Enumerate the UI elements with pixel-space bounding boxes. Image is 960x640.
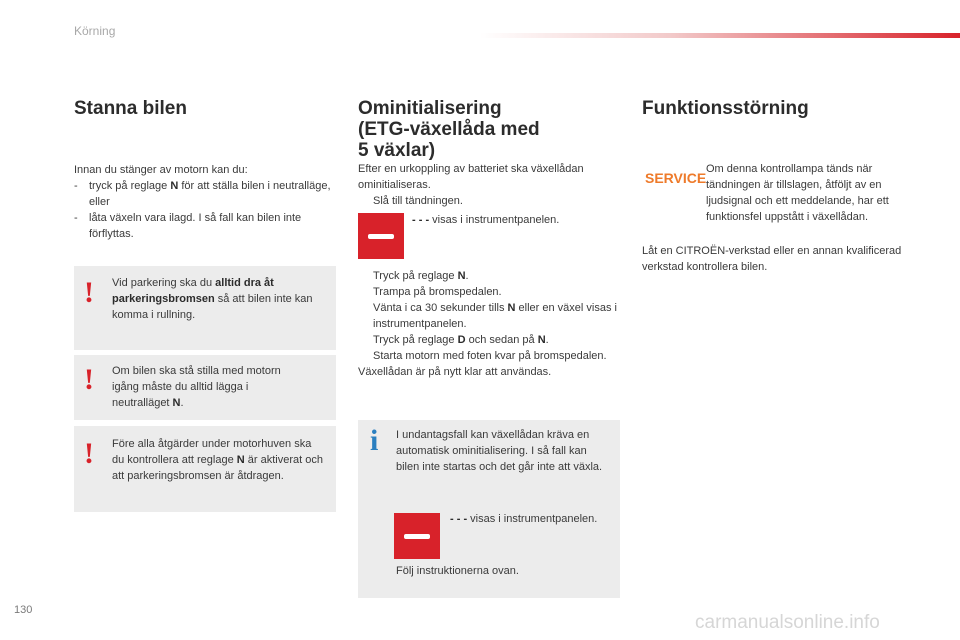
display-warning-icon <box>394 513 440 559</box>
warning-icon: ! <box>84 276 94 309</box>
col2-done: Växellådan är på nytt klar att användas. <box>358 366 552 378</box>
watermark: carmanualsonline.info <box>695 612 880 633</box>
col3-text-2: Låt en CITROËN-verkstad eller en annan kvalificerad verkstad kontrollera bilen. <box>642 245 902 273</box>
col2-step-2: Trampa på bromspedalen. <box>358 284 620 300</box>
page-number: 130 <box>14 604 33 616</box>
info-text: I undantagsfall kan växellådan kräva en automatisk ominitialisering. I så fall kan bilen inte startas och det går inte att växla. <box>396 429 603 473</box>
col2-step-5: Starta motorn med foten kvar på bromspedalen. <box>358 348 620 364</box>
col1-heading: Stanna bilen <box>74 98 187 119</box>
info-box <box>358 420 620 598</box>
warning-icon: ! <box>84 363 94 396</box>
col1-intro: Innan du stänger av motorn kan du: <box>74 164 248 176</box>
col2-step-4: Tryck på reglage D och sedan på N. <box>358 332 620 348</box>
info-display-line: - - - visas i instrumentpanelen. <box>450 513 598 525</box>
col1-item-1: - tryck på reglage N för att ställa bilen i neutralläge, eller <box>74 180 331 208</box>
display-warning-icon <box>358 213 404 259</box>
step-marker-icon <box>358 268 373 284</box>
col3-text-1: Om denna kontrollampa tänds när tändningen är tillslagen, åtföljt av en ljudsignal och ett meddelande, har ett funktionsfel uppstått i växellådan. <box>706 163 889 223</box>
col2-heading: Ominitialisering (ETG-växellåda med 5 växlar) <box>358 98 540 161</box>
col2-step-0: Slå till tändningen. <box>358 193 620 209</box>
col2-intro: Efter en urkoppling av batteriet ska växellådan ominitialiseras. <box>358 163 584 191</box>
step-marker-icon <box>358 284 373 300</box>
col1-item-2: - låta växeln vara ilagd. I så fall kan bilen inte förflyttas. <box>74 212 302 240</box>
col2-step-1: Tryck på reglage N. <box>358 268 620 284</box>
warning-box-3 <box>74 426 336 512</box>
warning-icon: ! <box>84 437 94 470</box>
col1-intro-block <box>74 162 340 242</box>
step-marker-icon <box>358 193 373 209</box>
step-marker-icon <box>358 300 373 332</box>
warning-box-2 <box>74 355 336 420</box>
col2-steps <box>358 268 620 380</box>
service-warning-icon: SERVICE <box>645 170 707 186</box>
warning-text-2: Om bilen ska stå stilla med motorn igång måste du alltid lägga i neutralläget N. <box>112 365 281 409</box>
info-icon: i <box>370 424 379 457</box>
header-accent-bar <box>480 33 960 38</box>
col2-intro-block <box>358 161 620 209</box>
warning-box-1 <box>74 266 336 350</box>
warning-text-3: Före alla åtgärder under motorhuven ska du kontrollera att reglage N är aktiverat och att parkeringsbromsen är åtdragen. <box>112 438 323 482</box>
step-marker-icon <box>358 332 373 348</box>
step-marker-icon <box>358 348 373 364</box>
col1-or: eller <box>89 196 110 208</box>
warning-text-1: Vid parkering ska du alltid dra åt parkeringsbromsen så att bilen inte kan komma i rullning. <box>112 277 313 321</box>
col2-display-line: - - - visas i instrumentpanelen. <box>412 214 560 226</box>
info-follow: Följ instruktionerna ovan. <box>396 565 519 577</box>
col2-step-3: Vänta i ca 30 sekunder tills N eller en växel visas i instrumentpanelen. <box>358 300 620 332</box>
col3-heading: Funktionsstörning <box>642 98 809 119</box>
section-title: Körning <box>74 24 116 38</box>
